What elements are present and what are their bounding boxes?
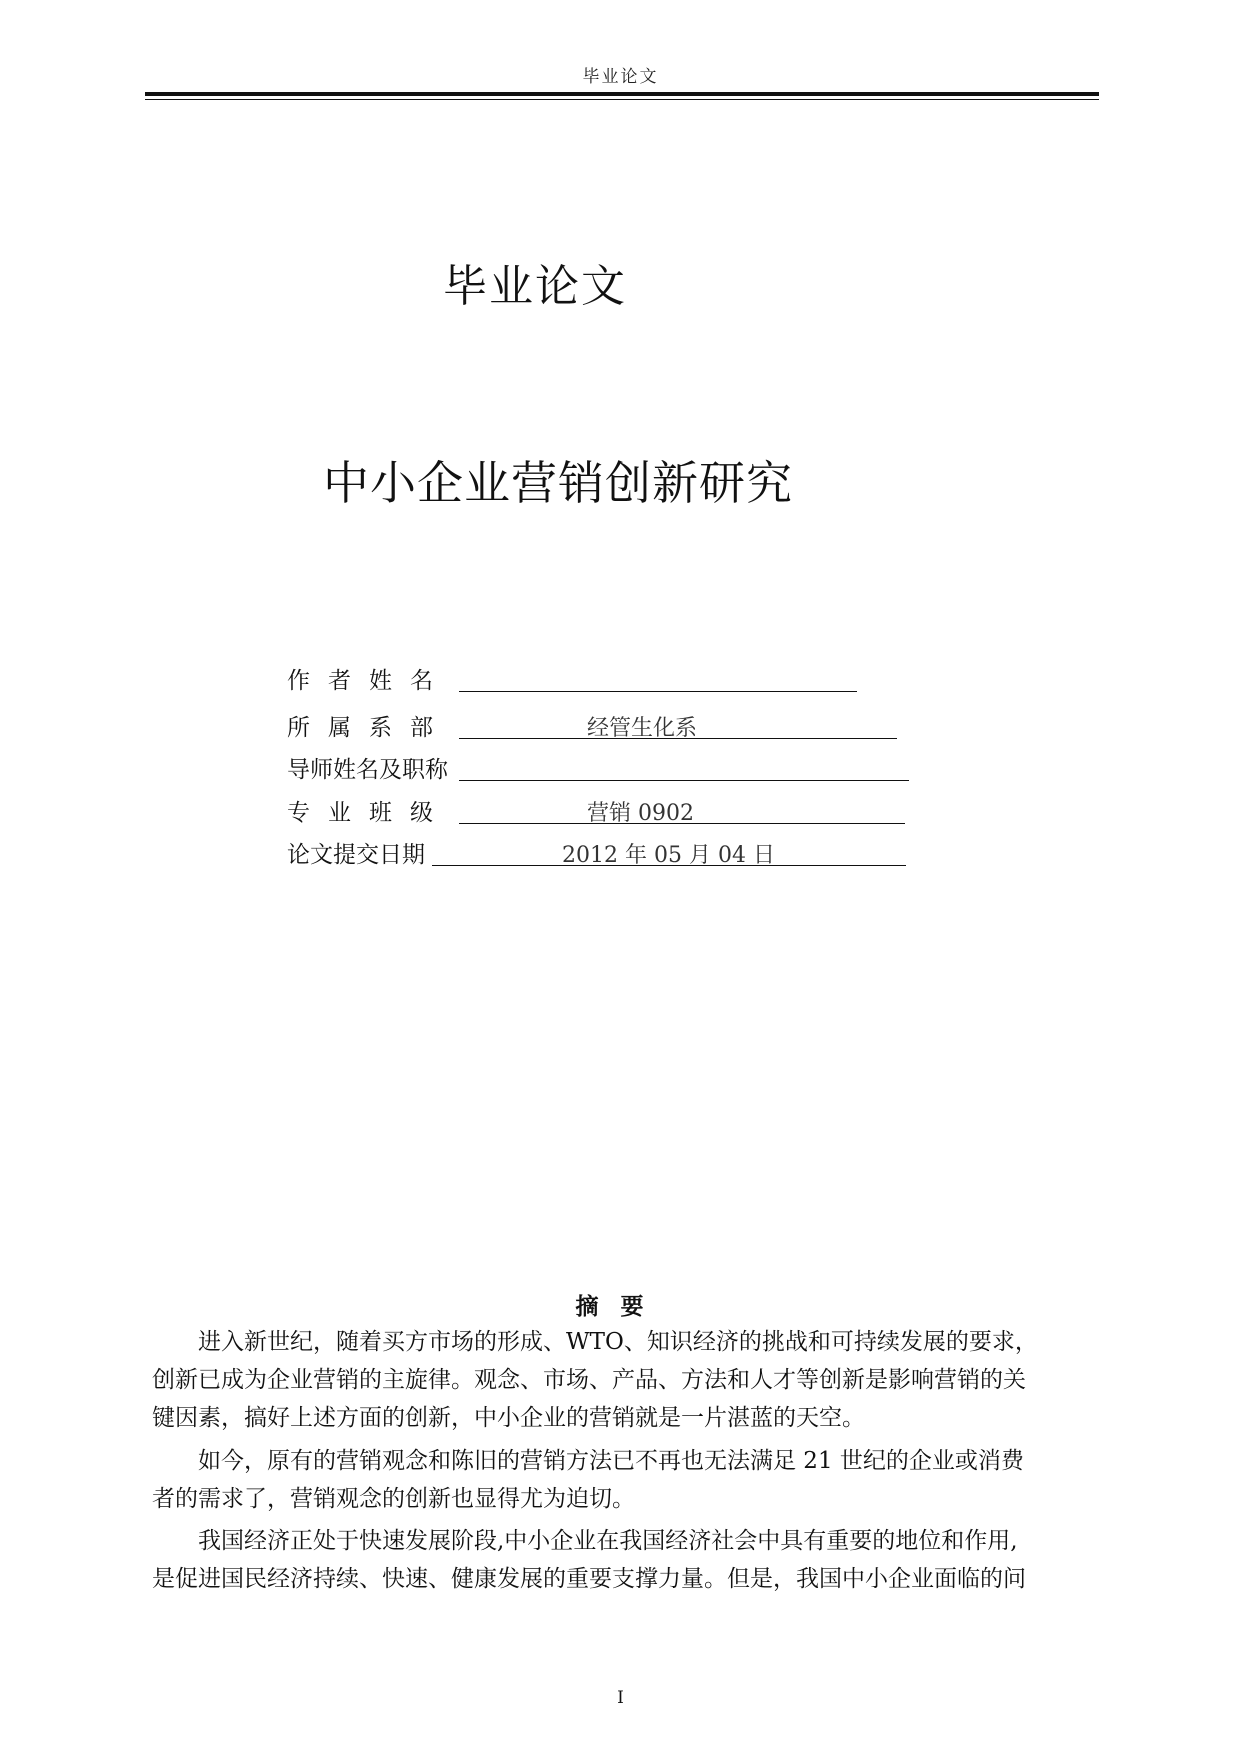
- info-label-author: 作者姓名: [287, 668, 451, 694]
- paragraph-line: 是促进国民经济持续、快速、健康发展的重要支撑力量。但是，我国中小企业面临的问: [152, 1566, 1026, 1592]
- info-value-date: 2012 年 05 月 04 日: [562, 843, 775, 868]
- info-underline-advisor: [459, 780, 909, 781]
- paragraph-line: 如今，原有的营销观念和陈旧的营销方法已不再也无法满足 21 世纪的企业或消费: [198, 1448, 1024, 1474]
- cover-label: 毕业论文: [443, 261, 627, 312]
- info-label-date: 论文提交日期: [287, 842, 425, 868]
- header-rule-thick: [145, 92, 1099, 96]
- thesis-title: 中小企业营销创新研究: [323, 456, 793, 510]
- abstract-paragraph-3: [152, 1522, 1097, 1598]
- info-value-class: 营销 0902: [587, 801, 694, 826]
- header-rule-thin: [145, 99, 1099, 100]
- page-number: I: [617, 1688, 624, 1708]
- info-value-department: 经管生化系: [587, 716, 698, 741]
- paragraph-line: 创新已成为企业营销的主旋律。观念、市场、产品、方法和人才等创新是影响营销的关: [152, 1367, 1026, 1393]
- abstract-paragraph-2: [152, 1442, 1097, 1518]
- info-label-advisor: 导师姓名及职称: [287, 757, 448, 783]
- paragraph-line: 键因素，搞好上述方面的创新，中小企业的营销就是一片湛蓝的天空。: [152, 1405, 865, 1431]
- abstract-heading: 摘要: [575, 1294, 666, 1320]
- info-underline-author: [459, 691, 857, 692]
- info-label-department: 所属系部: [287, 715, 451, 741]
- abstract-paragraph-1: [152, 1323, 1097, 1437]
- paragraph-line: 者的需求了，营销观念的创新也显得尤为迫切。: [152, 1486, 635, 1512]
- paragraph-line: 我国经济正处于快速发展阶段,中小企业在我国经济社会中具有重要的地位和作用,: [198, 1528, 1018, 1554]
- running-header: 毕业论文: [582, 67, 659, 87]
- paragraph-line: 进入新世纪，随着买方市场的形成、WTO、知识经济的挑战和可持续发展的要求，: [198, 1329, 1038, 1355]
- info-label-class: 专业班级: [287, 800, 451, 826]
